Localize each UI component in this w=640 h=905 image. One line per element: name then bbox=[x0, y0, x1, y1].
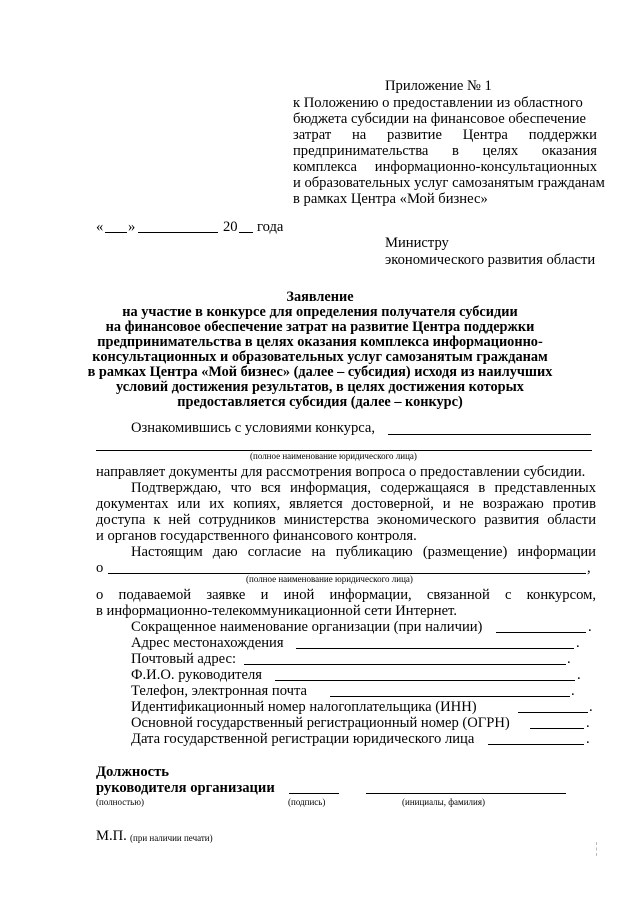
appendix-line: бюджета субсидии на финансовое обеспечение bbox=[293, 111, 587, 127]
date-month-blank bbox=[138, 232, 218, 233]
field-blank bbox=[496, 632, 586, 633]
appendix-line: предпринимательства в целях оказания bbox=[293, 143, 597, 159]
field-blank bbox=[530, 728, 584, 729]
field-blank bbox=[244, 664, 566, 665]
appendix-line: затрат на развитие Центра поддержки bbox=[293, 127, 597, 143]
stamp-label: М.П. bbox=[96, 828, 127, 844]
addressee-line2: экономического развития области bbox=[385, 252, 596, 268]
field-end: . bbox=[586, 731, 590, 747]
field-label: Ф.И.О. руководителя bbox=[131, 667, 263, 683]
sends-text: направляет документы для рассмотрения вопроса о предоставлении субсидии. bbox=[96, 464, 586, 480]
heading-line: условий достижения результатов, в целях достижения которых bbox=[116, 379, 524, 395]
field-label: Почтовый адрес: bbox=[131, 651, 237, 667]
field-end: . bbox=[588, 619, 592, 635]
date-year-blank bbox=[239, 232, 253, 233]
internet-text: в информационно-телекоммуникационной сети Интернет. bbox=[96, 603, 457, 619]
confirm-line: документах или их копиях, является достоверной, и не возражаю против bbox=[96, 496, 596, 512]
caption-name: (инициалы, фамилия) bbox=[402, 797, 485, 807]
appendix-line: комплекса информационно-консультационных bbox=[293, 159, 597, 175]
intro-text: Ознакомившись с условиями конкурса, bbox=[131, 420, 376, 436]
date-open-quote: « bbox=[96, 219, 104, 235]
heading-line: в рамках Центра «Мой бизнес» (далее – субсидия) исходя из наилучших bbox=[87, 364, 553, 380]
name-blank bbox=[366, 793, 566, 794]
about-prefix: о bbox=[96, 560, 104, 576]
confirm-line: Подтверждаю, что вся информация, содержащаяся в представленных bbox=[131, 480, 596, 496]
heading-line: на финансовое обеспечение затрат на развитие Центра поддержки bbox=[105, 319, 535, 335]
page-edge-mark bbox=[596, 842, 597, 856]
field-label: Идентификационный номер налогоплательщика (ИНН) bbox=[131, 699, 477, 715]
field-end: . bbox=[577, 667, 581, 683]
field-label: Телефон, электронная почта bbox=[131, 683, 308, 699]
field-end: . bbox=[567, 651, 571, 667]
appendix-line: в рамках Центра «Мой бизнес» bbox=[293, 191, 488, 207]
date-century: 20 bbox=[223, 219, 238, 235]
field-label: Основной государственный регистрационный номер (ОГРН) bbox=[131, 715, 510, 731]
confirm-last: и органов государственного финансового контроля. bbox=[96, 528, 417, 544]
heading-line: консультационных и образовательных услуг самозанятым гражданам bbox=[92, 349, 548, 365]
field-blank bbox=[330, 696, 570, 697]
field-end: . bbox=[589, 699, 593, 715]
addressee-line1: Министру bbox=[385, 235, 449, 251]
field-blank bbox=[296, 648, 574, 649]
about-suffix: , bbox=[587, 560, 591, 576]
heading-line: предпринимательства в целях оказания комплекса информационно- bbox=[97, 334, 543, 350]
field-label: Сокращенное наименование организации (при наличии) bbox=[131, 619, 483, 635]
heading-line: на участие в конкурсе для определения получателя субсидии bbox=[122, 304, 518, 320]
field-end: . bbox=[586, 715, 590, 731]
caption-sign: (подпись) bbox=[288, 797, 326, 807]
heading-word: Заявление bbox=[286, 289, 354, 305]
caption-org: (полное наименование юридического лица) bbox=[250, 451, 417, 461]
about-line: о подаваемой заявке и иной информации, связанной с конкурсом, bbox=[96, 587, 596, 603]
signature-blank bbox=[289, 793, 339, 794]
caption-fully: (полностью) bbox=[96, 797, 144, 807]
head-label: руководителя организации bbox=[96, 780, 275, 796]
consent-text: Настоящим даю согласие на публикацию (размещение) информации bbox=[131, 544, 596, 560]
appendix-line: и образовательных услуг самозанятым гражданам bbox=[293, 175, 605, 191]
field-label: Адрес местонахождения bbox=[131, 635, 284, 651]
date-close-quote: » bbox=[128, 219, 136, 235]
heading-line: предоставляется субсидия (далее – конкурс) bbox=[177, 394, 463, 410]
field-blank bbox=[275, 680, 575, 681]
date-day-blank bbox=[105, 232, 127, 233]
field-blank bbox=[518, 712, 588, 713]
field-label: Дата государственной регистрации юридического лица bbox=[131, 731, 475, 747]
appendix-title: Приложение № 1 bbox=[385, 78, 492, 94]
caption-org-2: (полное наименование юридического лица) bbox=[246, 574, 413, 584]
position-label: Должность bbox=[96, 764, 169, 780]
field-blank bbox=[488, 744, 584, 745]
org-name-blank bbox=[388, 434, 591, 435]
field-end: . bbox=[571, 683, 575, 699]
confirm-line: доступа к ней сотрудников министерства экономического развития области bbox=[96, 512, 596, 528]
field-end: . bbox=[576, 635, 580, 651]
stamp-note: (при наличии печати) bbox=[130, 833, 213, 843]
date-suffix: года bbox=[257, 219, 284, 235]
appendix-line: к Положению о предоставлении из областного bbox=[293, 95, 583, 111]
